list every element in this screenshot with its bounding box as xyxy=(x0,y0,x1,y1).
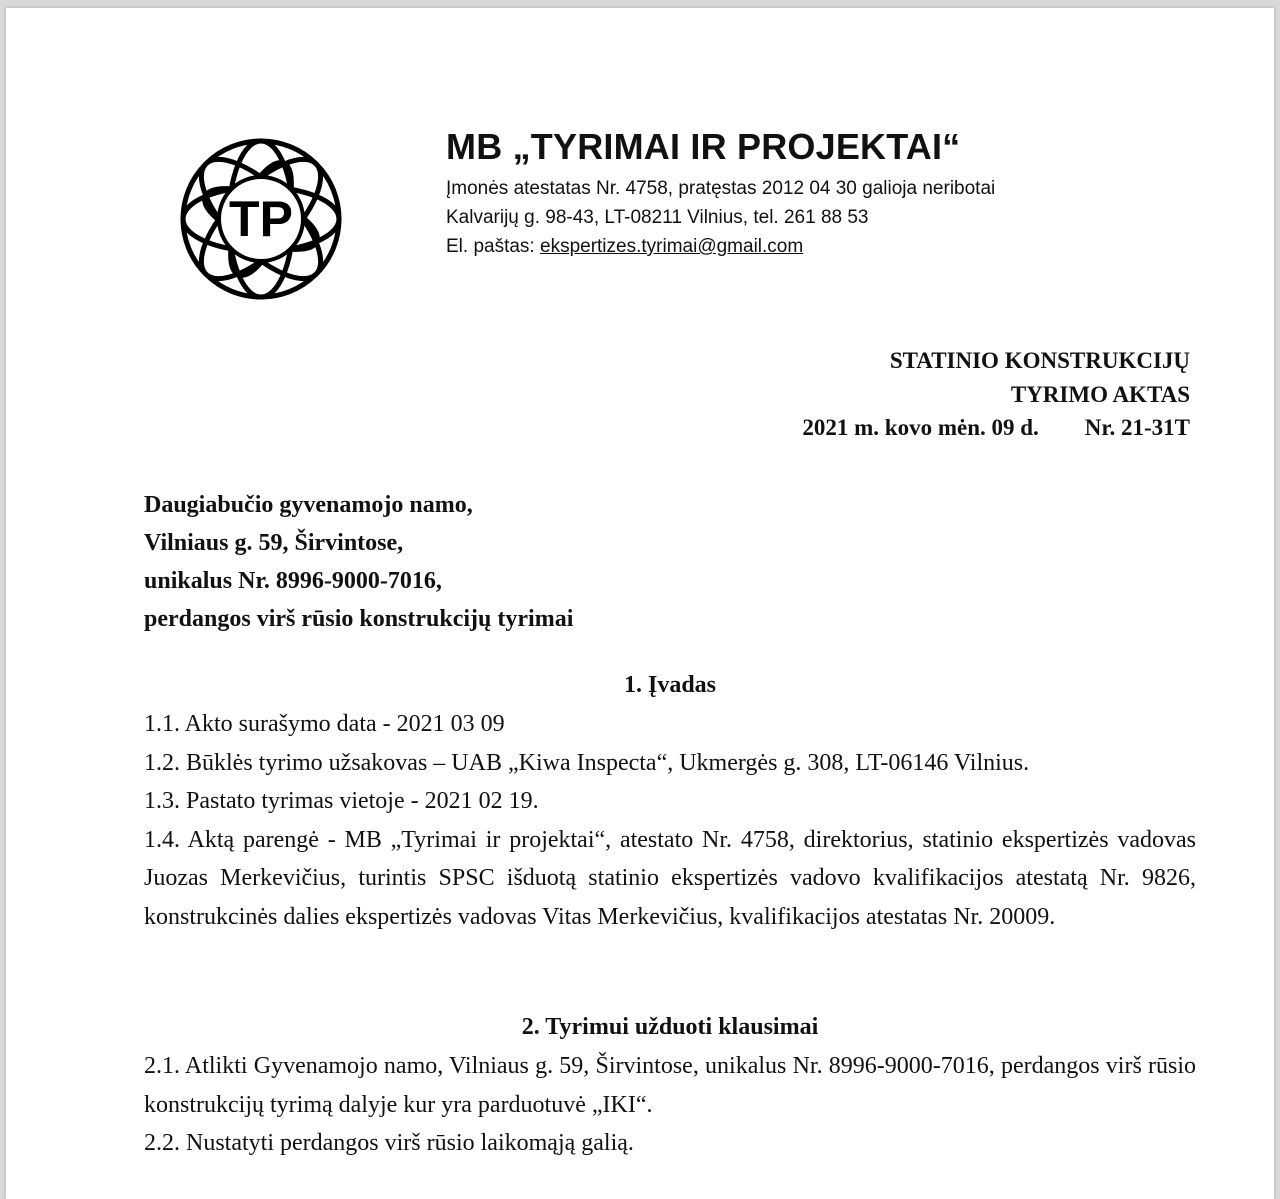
company-header xyxy=(446,126,995,261)
company-name: MB „TYRIMAI IR PROJEKTAI“ xyxy=(446,126,961,167)
intro-heading: 1. Įvadas xyxy=(623,672,717,698)
tp-logo-icon xyxy=(178,136,344,302)
section-intro xyxy=(144,672,1196,936)
intro-paragraph-4: 1.4. Aktą parengė - MB „Tyrimai ir projektai“, atestato Nr. 4758, direktorius, statinio ekspertizės vadovas Juozas Merkevičius, turintis SPSC išduotą statinio ekspertizės vadovo kvalifikacijos atestatą Nr. 9826, konstrukcinės dalies ekspertizės vadovas Vitas Merkevičius, kvalifikacijos atestatas Nr. 20009. xyxy=(144,826,1196,930)
act-number: Nr. 21-31T xyxy=(1084,415,1190,440)
section-questions xyxy=(144,1014,1196,1163)
certificate-line: Įmonės atestatas Nr. 4758, pratęstas 2012 04 30 galioja neribotai xyxy=(446,178,996,199)
act-meta xyxy=(802,415,1190,441)
address-line: Kalvarijų g. 98-43, LT-08211 Vilnius, tel. 261 88 53 xyxy=(446,207,869,228)
intro-paragraph-3: 1.3. Pastato tyrimas vietoje - 2021 02 19. xyxy=(144,788,539,814)
questions-heading: 2. Tyrimui užduoti klausimai xyxy=(521,1014,819,1040)
email-line xyxy=(446,232,995,261)
email-link[interactable]: ekspertizes.tyrimai@gmail.com xyxy=(540,236,804,257)
subject-line1: Daugiabučio gyvenamojo namo, xyxy=(144,492,473,518)
subject-line4: perdangos virš rūsio konstrukcijų tyrimai xyxy=(144,606,574,632)
document-page xyxy=(6,8,1274,1199)
act-date: 2021 m. kovo mėn. 09 d. xyxy=(802,415,1039,440)
questions-paragraph-2: 2.2. Nustatyti perdangos virš rūsio laikomąją galią. xyxy=(144,1130,634,1156)
subject-line3: unikalus Nr. 8996-9000-7016, xyxy=(144,568,442,594)
logo-text: TP xyxy=(229,191,293,247)
act-title xyxy=(890,344,1190,412)
subject-block xyxy=(144,486,573,638)
intro-paragraph-2: 1.2. Būklės tyrimo užsakovas – UAB „Kiwa Inspecta“, Ukmergės g. 308, LT-06146 Vilnius. xyxy=(144,749,1030,776)
act-title-line1: STATINIO KONSTRUKCIJŲ xyxy=(889,348,1190,373)
act-title-line2: TYRIMO AKTAS xyxy=(1010,382,1190,407)
subject-line2: Vilniaus g. 59, Širvintose, xyxy=(144,530,404,556)
intro-paragraph-1: 1.1. Akto surašymo data - 2021 03 09 xyxy=(144,711,505,737)
questions-paragraph-1: 2.1. Atlikti Gyvenamojo namo, Vilniaus g. 59, Širvintose, unikalus Nr. 8996-9000-7016, perdangos virš rūsio konstrukcijų tyrimą dalyje kur yra parduotuvė „IKI“. xyxy=(144,1053,1196,1118)
email-label: El. paštas: xyxy=(446,236,540,257)
